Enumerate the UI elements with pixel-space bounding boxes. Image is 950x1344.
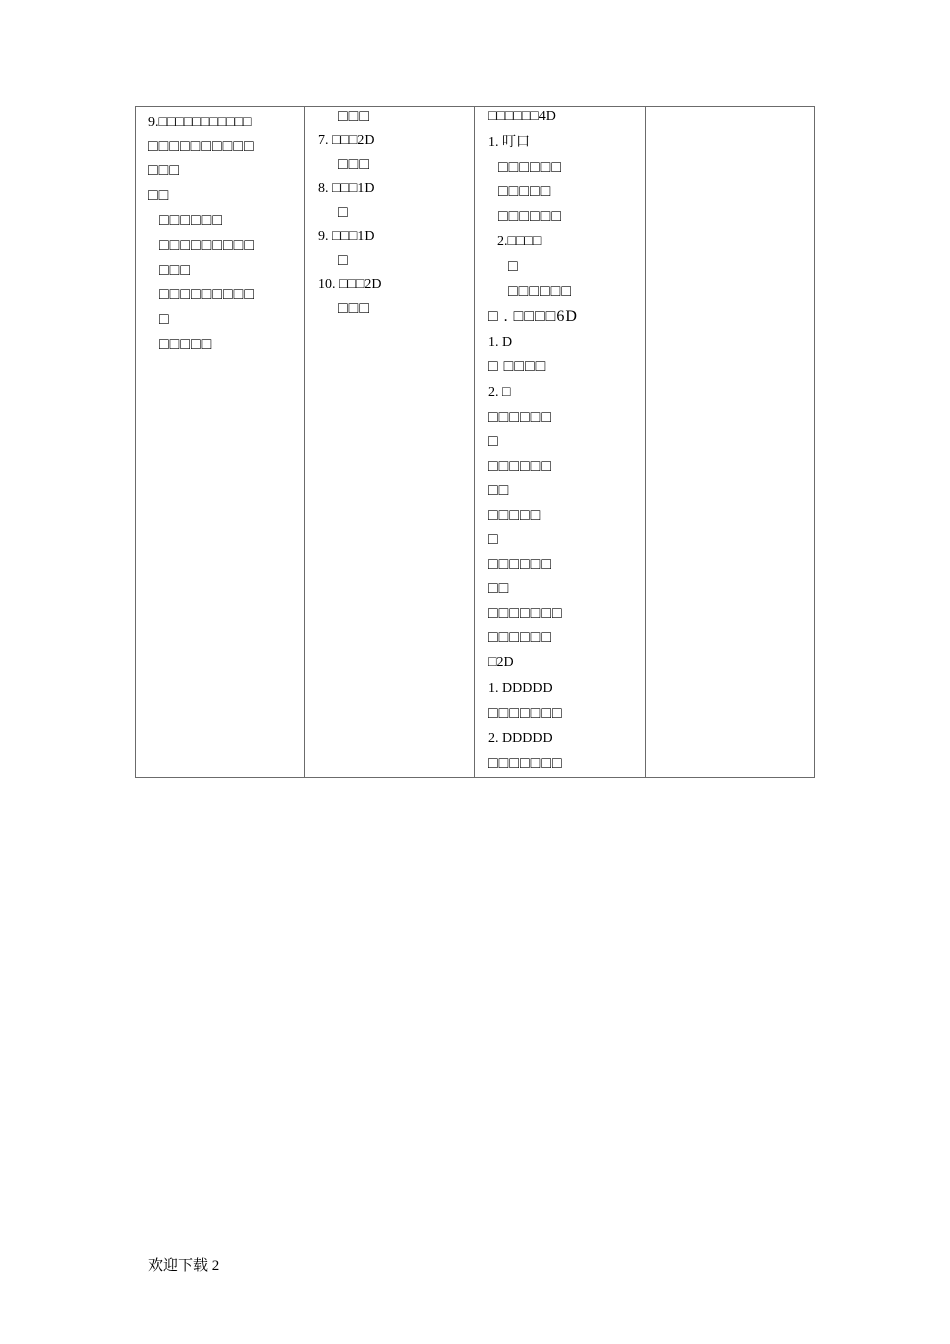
cell-line: □□□□□□□ (488, 605, 563, 622)
cell-line: □□□□□□ (488, 458, 552, 475)
cell-line: □ (488, 531, 499, 548)
cell-line: □□□□□ (159, 336, 213, 353)
cell-line: □ (508, 258, 519, 275)
cell-line: □□□□□□ (498, 208, 562, 225)
cell-line: □□□ (338, 156, 370, 173)
cell-line: 1. 叮口 (488, 135, 530, 150)
cell-line: □ (338, 252, 349, 269)
cell-line: □□□ (148, 162, 180, 179)
table-column-3 (475, 107, 646, 777)
cell-line: □□□□□□□ (488, 705, 563, 722)
cell-line: 8. □□□1D (318, 181, 375, 196)
cell-line: 7. □□□2D (318, 133, 375, 148)
cell-line: 10. □□□2D (318, 277, 382, 292)
cell-line: 9.□□□□□□□□□□□ (148, 115, 252, 130)
cell-line: □□□□□□□□□ (159, 286, 255, 303)
cell-line: 9. □□□1D (318, 229, 375, 244)
cell-line: 2. □ (488, 385, 511, 400)
cell-line: □□□□□□ (498, 159, 562, 176)
cell-line: □ □□□□ (488, 358, 547, 375)
cell-line: □□□□□□4D (488, 109, 556, 124)
footer-text: 欢迎下载 2 (148, 1258, 220, 1274)
cell-line: 1. DDDDD (488, 681, 553, 696)
cell-line: □□□□□□□ (488, 755, 563, 772)
cell-line: □□ (488, 580, 510, 597)
cell-line: □2D (488, 655, 514, 670)
cell-line: □ (488, 433, 499, 450)
cell-line: □ . □□□□6D (488, 308, 578, 325)
cell-line: □□□□□ (498, 183, 552, 200)
table-column-2 (305, 107, 475, 777)
cell-line: 1. D (488, 335, 513, 350)
table-column-4 (646, 107, 814, 777)
table-column-1 (136, 107, 305, 777)
cell-line: □ (338, 204, 349, 221)
content-table (135, 106, 815, 778)
cell-line: □ (159, 311, 170, 328)
cell-line: □□ (148, 187, 170, 204)
cell-line: 2. DDDDD (488, 731, 553, 746)
cell-line: □□□□□□ (508, 283, 572, 300)
cell-line: □□□□□□ (488, 629, 552, 646)
cell-line: 2.□□□□ (497, 234, 542, 249)
cell-line: □□□ (159, 262, 191, 279)
cell-line: □□□□□□□□□□ (148, 138, 255, 155)
cell-line: □□□□□□ (488, 409, 552, 426)
cell-line: □□□□□ (488, 507, 542, 524)
cell-line: □□ (488, 482, 510, 499)
cell-line: □□□□□□ (159, 212, 223, 229)
cell-line: □□□ (338, 300, 370, 317)
cell-line: □□□□□□ (488, 556, 552, 573)
cell-line: □□□ (338, 108, 370, 125)
cell-line: □□□□□□□□□ (159, 237, 255, 254)
